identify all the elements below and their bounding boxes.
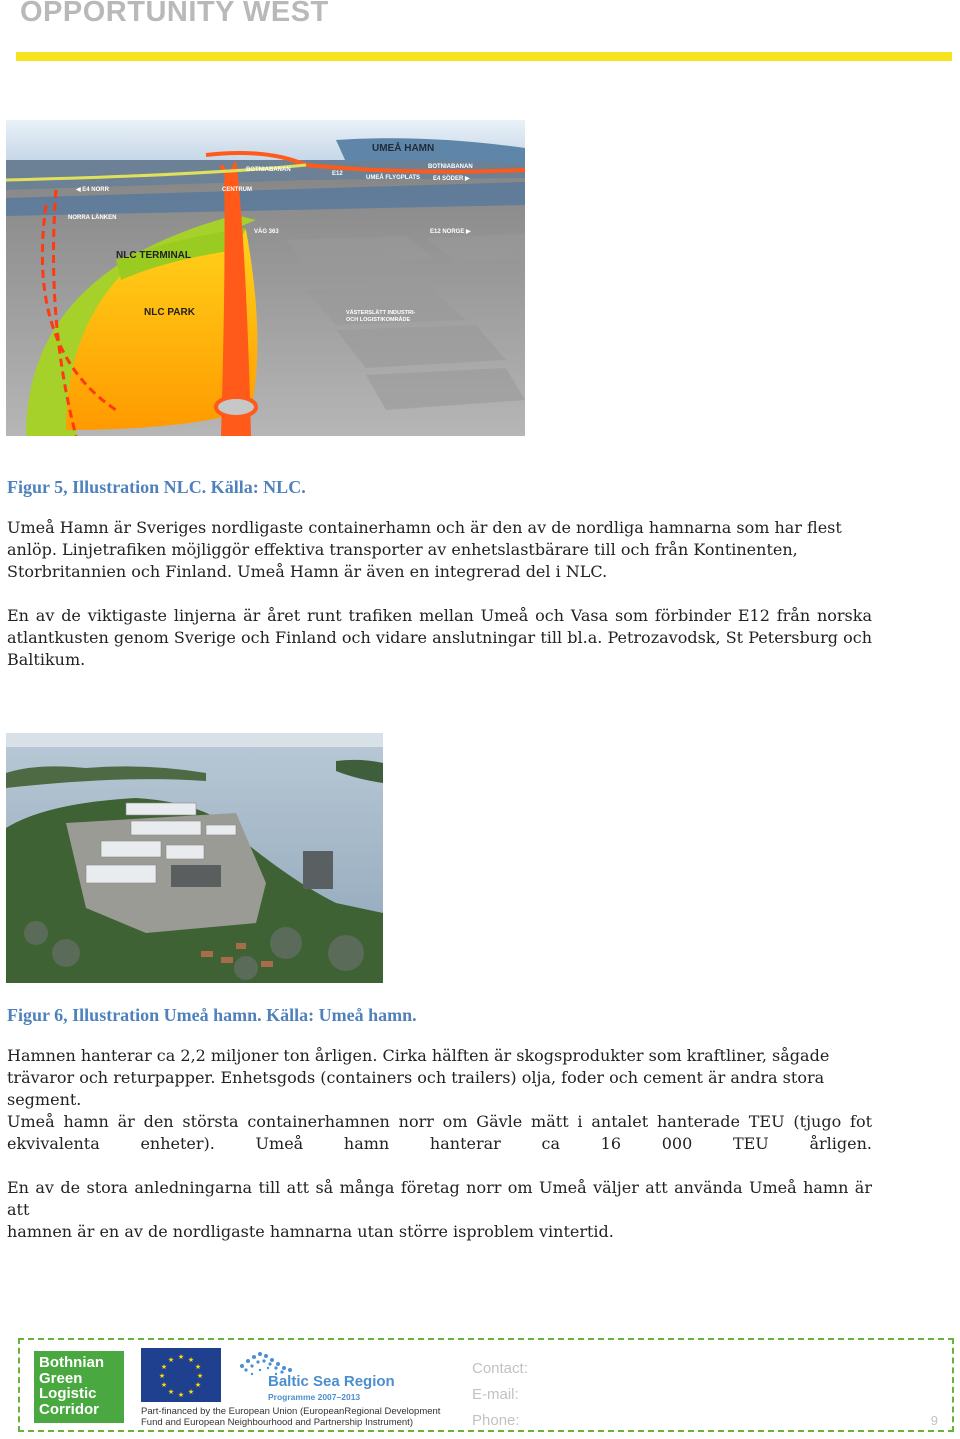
paragraph-line: Storbritannien och Finland. Umeå Hamn är även en integrerad del i NLC. [7, 562, 608, 581]
paragraph-line: Umeå hamn är den största containerhamnen norr om Gävle mätt i antalet hanterade TEU (tjugo fot [7, 1112, 872, 1131]
logo-line: Logistic [39, 1385, 97, 1402]
phone-label: Phone: [472, 1412, 520, 1429]
svg-text:★: ★ [167, 1388, 175, 1396]
label-e4-norr: ◀ E4 NORR [76, 187, 109, 193]
logo-line: Bothnian [39, 1354, 104, 1371]
svg-text:★: ★ [177, 1353, 185, 1361]
paragraph-line: hamnen är en av de nordligaste hamnarna utan större isproblem vintertid. [7, 1222, 614, 1241]
header-title: OPPORTUNITY WEST [20, 0, 329, 28]
logo-line: Green [39, 1369, 83, 1387]
label-vag-363: VÄG 363 [254, 229, 279, 235]
paragraph-line: trävaror och returpapper. Enhetsgods (containers och trailers) olja, foder och cement är andra stora [7, 1068, 825, 1087]
paragraph-line: Umeå Hamn är Sveriges nordligaste containerhamn och är den av de nordliga hamnarna som har flest [7, 518, 842, 537]
eu-note-line: Fund and European Neighbourhood and Partnership Instrument) [141, 1417, 413, 1428]
page-number: 9 [930, 1413, 938, 1428]
paragraph-umea-vasa-line [7, 605, 872, 671]
paragraph-line: Hamnen hanterar ca 2,2 miljoner ton årligen. Cirka hälften är skogsprodukter som kraftliner, sågade [7, 1046, 830, 1065]
figure5-caption: Figur 5, Illustration NLC. Källa: NLC. [7, 477, 306, 497]
paragraph-line: anlöp. Linjetrafiken möjliggör effektiva transporter av enhetslastbärare till och från Kontinenten, [7, 540, 798, 559]
label-e12-norge: E12 NORGE ▶ [430, 229, 471, 235]
label-norra-lanken: NORRA LÄNKEN [68, 215, 117, 221]
paragraph-ice-free-port [7, 1177, 872, 1243]
label-e4-soder: E4 SÖDER ▶ [433, 176, 470, 182]
svg-text:★: ★ [158, 1372, 166, 1380]
svg-text:★: ★ [160, 1381, 168, 1389]
svg-text:★: ★ [196, 1372, 204, 1380]
paragraph-line: En av de stora anledningarna till att så många företag norr om Umeå väljer att använda Umeå hamn är att [7, 1178, 872, 1219]
figure6-caption: Figur 6, Illustration Umeå hamn. Källa: Umeå hamn. [7, 1005, 417, 1025]
label-botniabanan-1: BOTNIABANAN [246, 167, 291, 173]
paragraph-umea-hamn-intro [7, 517, 872, 583]
eu-financing-note [141, 1406, 441, 1428]
label-vasterslatt-2: OCH LOGISTIKOMRÅDE [346, 317, 411, 323]
label-botniabanan-2: BOTNIABANAN [428, 164, 473, 170]
logo-line: Corridor [39, 1400, 99, 1418]
svg-text:★: ★ [194, 1381, 202, 1389]
paragraph-line: segment. [7, 1090, 82, 1109]
svg-text:★: ★ [177, 1391, 185, 1399]
svg-text:★: ★ [160, 1363, 168, 1371]
baltic-sea-region-programme: Programme 2007–2013 [268, 1392, 361, 1402]
label-umea-hamn: UMEÅ HAMN [372, 143, 435, 154]
label-umea-flygplats: UMEÅ FLYGPLATS [366, 175, 421, 181]
eu-flag-icon [141, 1348, 221, 1402]
paragraph-cargo-volume [7, 1045, 872, 1155]
svg-text:★: ★ [167, 1356, 175, 1364]
paragraph-line: ekvivalenta enheter). Umeå hamn hanterar ca 16 000 TEU årligen. [7, 1134, 872, 1153]
baltic-sea-region-title: Baltic Sea Region [268, 1373, 395, 1390]
eu-note-line: Part-financed by the European Union (EuropeanRegional Development [141, 1406, 441, 1417]
header-divider [16, 52, 952, 61]
contact-label: Contact: [472, 1360, 528, 1377]
paragraph-line: Baltikum. [7, 650, 86, 669]
label-e12: E12 [332, 171, 343, 177]
bothnian-green-logistic-corridor-logo [34, 1351, 124, 1423]
label-centrum: CENTRUM [222, 187, 252, 193]
paragraph-line: atlantkusten genom Sverige och Finland och vidare anslutningar till bl.a. Petrozavodsk, St Petersburg och [7, 628, 872, 647]
umea-harbor-photo [6, 733, 383, 983]
label-nlc-park: NLC PARK [144, 307, 195, 318]
svg-text:★: ★ [187, 1356, 195, 1364]
svg-text:★: ★ [194, 1363, 202, 1371]
svg-text:★: ★ [187, 1388, 195, 1396]
email-label: E-mail: [472, 1386, 519, 1403]
paragraph-line: En av de viktigaste linjerna är året runt trafiken mellan Umeå och Vasa som förbinder E12 från norska [7, 606, 872, 625]
label-vasterslatt-1: VÄSTERSLÄTT INDUSTRI- [346, 310, 416, 316]
label-nlc-terminal: NLC TERMINAL [116, 250, 191, 261]
nlc-map-illustration [6, 120, 525, 436]
